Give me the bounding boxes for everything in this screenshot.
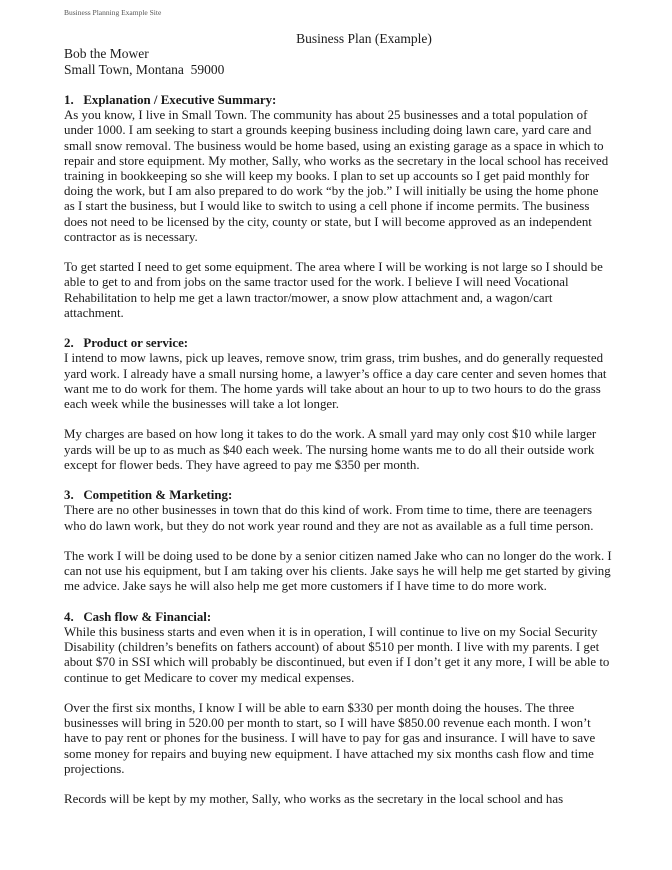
paragraph: There are no other businesses in town that do this kind of work. From time to time, there are teenagers who do lawn work, but they do not work year round and they are not as available as a full time person. [64,503,594,533]
section-cash-flow-financial [64,610,612,808]
paragraph: I intend to mow lawns, pick up leaves, remove snow, trim grass, trim bushes, and do generally requested yard work. I already have a small nursing home, a lawyer’s office a day care center and seven homes that want me to do work for them. The home yards will take about an hour to up to two hours to do the grass each week while the businesses will take a lot longer. [64,351,607,412]
section-heading: 4. Cash flow & Financial: [64,609,212,624]
document-body [64,93,612,823]
running-header: Business Planning Example Site [64,8,162,17]
paragraph: While this business starts and even when it is in operation, I will continue to live on my Social Security Disability (children’s benefits on fathers account) of about $510 per month. I live with my parents. I get about $70 in SSI which will probably be discontinued, but even if I don’t get it any more, I will be able to continue to get Medicare to cover my medical expenses. [64,625,610,685]
paragraph: The work I will be doing used to be done by a senior citizen named Jake who can no longer do the work. I can not use his equipment, but I am taking over his clients. Jake says he will help me get started by giving me advice. Jake says he will also help me get more customers if I have time to do more work. [64,549,612,594]
section-executive-summary [64,93,612,321]
document-title: Business Plan (Example) [296,31,432,46]
paragraph: To get started I need to get some equipment. The area where I will be working is not large so I should be able to get to and from jobs on the same tractor used for the work. I believe I will need Vocational Rehabilitation to help me get a lawn tractor/mower, a snow plow attachment and, a wagon/cart attachment. [64,260,603,320]
sender-name: Bob the Mower [64,46,149,61]
paragraph: Over the first six months, I know I will be able to earn $330 per month doing the houses. The three businesses will bring in 520.00 per month to start, so I will have $850.00 revenue each month. I won’t have to pay rent or phones for the business. I will have to pay for gas and insurance. I will have to save some money for repairs and buying new equipment. I have attached my six months cash flow and time projections. [64,701,596,776]
section-heading: 1. Explanation / Executive Summary: [64,93,277,107]
section-heading: 3. Competition & Marketing: [64,488,233,503]
paragraph: Records will be kept by my mother, Sally, who works as the secretary in the local school and has [64,792,564,807]
sender-address: Small Town, Montana 59000 [64,62,225,77]
section-heading: 2. Product or service: [64,336,189,351]
paragraph: My charges are based on how long it takes to do the work. A small yard may only cost $10 while larger yards will be up to as much as $40 each week. The nursing home wants me to do all their outside work except for flower beds. They have agreed to pay me $350 per month. [64,427,597,472]
sender-block [64,46,224,78]
section-product-or-service [64,336,612,473]
section-competition-marketing [64,488,612,594]
paragraph: As you know, I live in Small Town. The community has about 25 businesses and a total population of under 1000. I am seeking to start a grounds keeping business including doing lawn care, yard care and small snow removal. The business would be home based, using an existing garage as a space in which to repair and store equipment. My mother, Sally, who works as the secretary in the local school has received training in bookkeeping so she will keep my books. I plan to set up accounts so I get paid monthly for doing the work, but I am also prepared to do work “by the job.” I will initially be using the home phone as I start the business, but I would like to switch to using a cell phone if income permits. The business does not need to be licensed by the city, county or state, but I will become approved as an independent contractor as is necessary. [64,108,609,244]
